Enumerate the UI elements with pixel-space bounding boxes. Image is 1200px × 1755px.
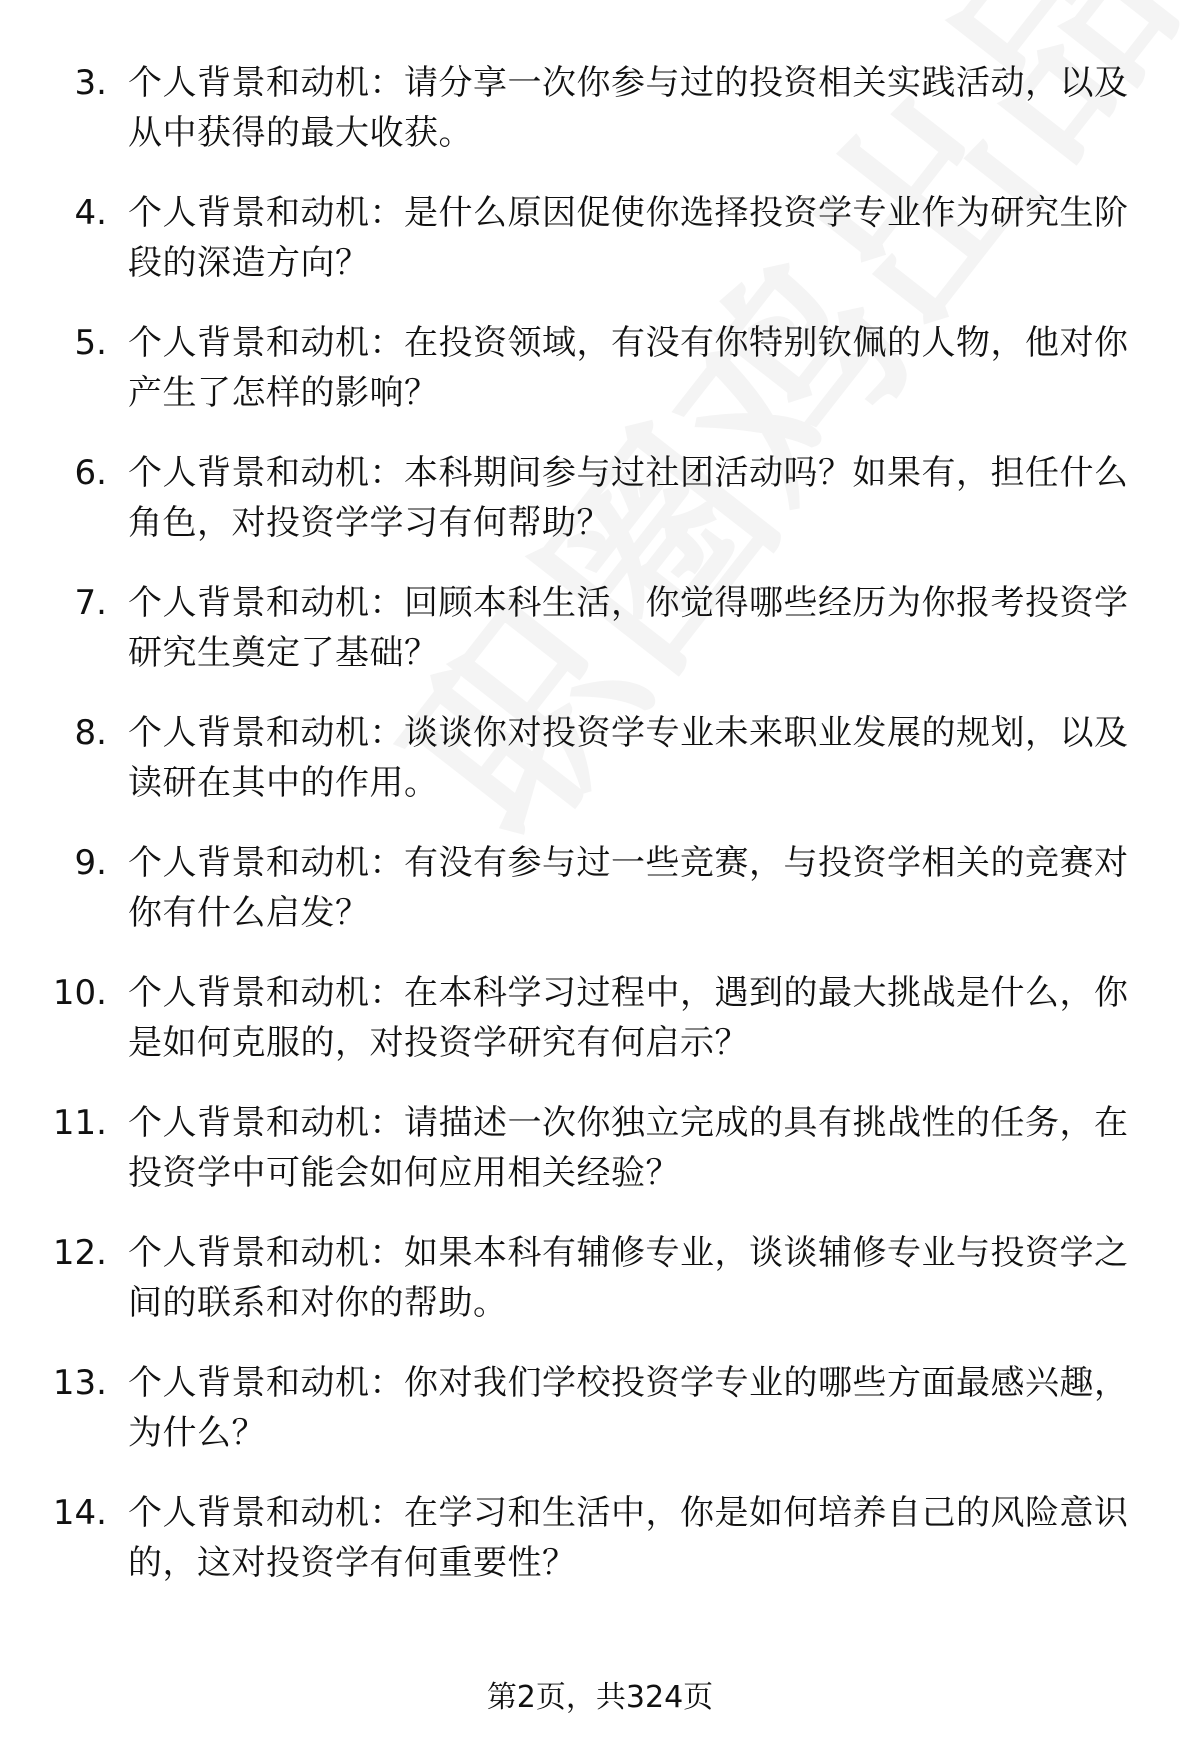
- list-item: [0, 968, 1200, 1098]
- question-text: 个人背景和动机：谈谈你对投资学专业未来职业发展的规划，以及读研在其中的作用。: [128, 713, 1129, 803]
- question-number: 5.: [74, 323, 107, 363]
- question-number: 11.: [52, 1103, 107, 1143]
- question-text: 个人背景和动机：有没有参与过一些竞赛，与投资学相关的竞赛对你有什么启发？: [128, 843, 1129, 933]
- list-item: [0, 188, 1200, 318]
- question-number: 7.: [74, 583, 107, 623]
- list-item: [0, 318, 1200, 448]
- list-item: [0, 448, 1200, 578]
- question-text: 个人背景和动机：如果本科有辅修专业，谈谈辅修专业与投资学之间的联系和对你的帮助。: [128, 1233, 1129, 1323]
- question-text: 个人背景和动机：你对我们学校投资学专业的哪些方面最感兴趣，为什么？: [128, 1363, 1129, 1453]
- list-item: [0, 1228, 1200, 1358]
- question-number: 9.: [74, 843, 107, 883]
- question-text: 个人背景和动机：是什么原因促使你选择投资学专业作为研究生阶段的深造方向？: [128, 193, 1129, 283]
- question-number: 14.: [52, 1493, 107, 1533]
- list-item: [0, 1098, 1200, 1228]
- question-list: [0, 58, 1200, 1618]
- question-text: 个人背景和动机：在学习和生活中，你是如何培养自己的风险意识的，这对投资学有何重要性？: [128, 1493, 1129, 1583]
- list-item: [0, 578, 1200, 708]
- question-number: 13.: [52, 1363, 107, 1403]
- page-footer: 第2页，共324页: [486, 1680, 714, 1715]
- question-text: 个人背景和动机：回顾本科生活，你觉得哪些经历为你报考投资学研究生奠定了基础？: [128, 583, 1129, 673]
- list-item: [0, 708, 1200, 838]
- question-text: 个人背景和动机：请描述一次你独立完成的具有挑战性的任务，在投资学中可能会如何应用相关经验？: [128, 1103, 1129, 1193]
- question-number: 6.: [74, 453, 107, 493]
- list-item: [0, 58, 1200, 188]
- question-text: 个人背景和动机：在本科学习过程中，遇到的最大挑战是什么，你是如何克服的，对投资学研究有何启示？: [128, 973, 1129, 1063]
- question-number: 4.: [74, 193, 107, 233]
- question-number: 10.: [52, 973, 107, 1013]
- question-text: 个人背景和动机：请分享一次你参与过的投资相关实践活动，以及从中获得的最大收获。: [128, 63, 1129, 153]
- list-item: [0, 1358, 1200, 1488]
- question-number: 3.: [74, 63, 107, 103]
- list-item: [0, 838, 1200, 968]
- question-number: 8.: [74, 713, 107, 753]
- question-text: 个人背景和动机：本科期间参与过社团活动吗？如果有，担任什么角色，对投资学学习有何帮助？: [128, 453, 1129, 543]
- question-number: 12.: [52, 1233, 107, 1273]
- question-text: 个人背景和动机：在投资领域，有没有你特别钦佩的人物，他对你产生了怎样的影响？: [128, 323, 1129, 413]
- list-item: [0, 1488, 1200, 1618]
